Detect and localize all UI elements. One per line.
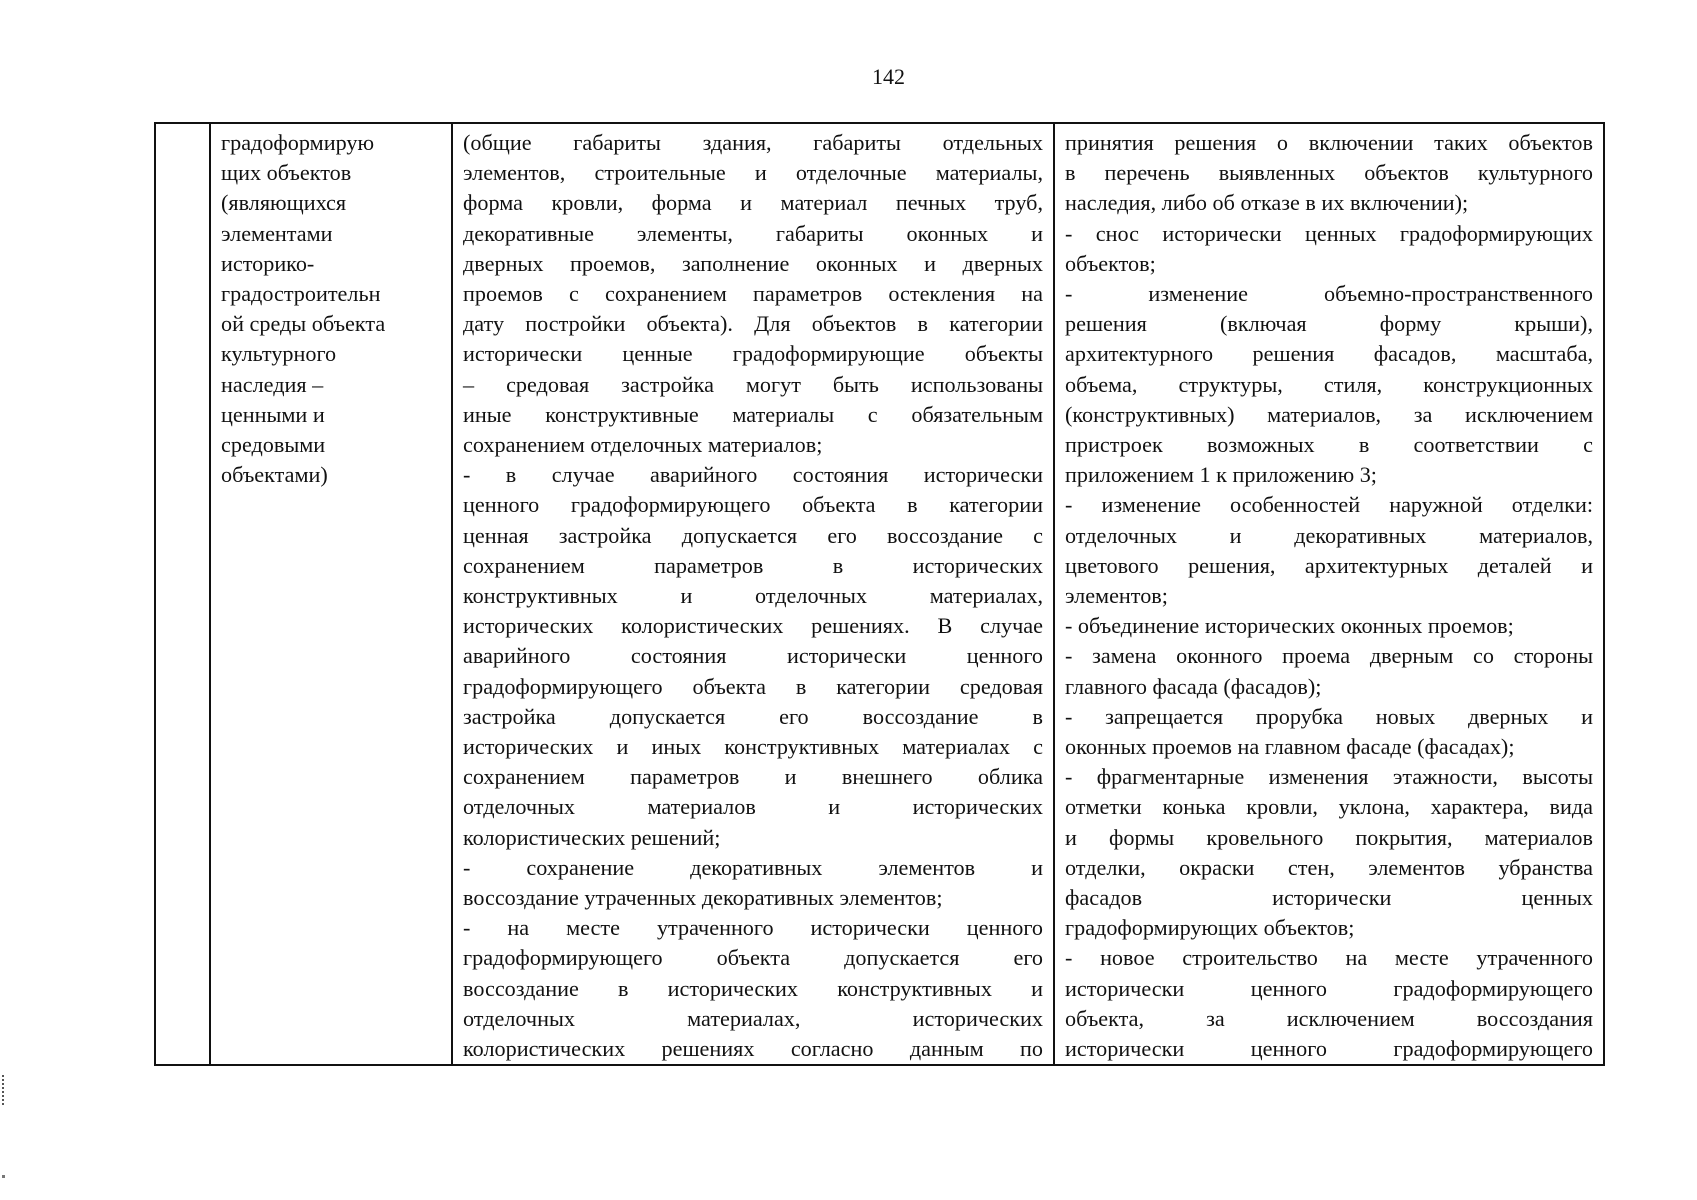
text-line: главного фасада (фасадов);: [1065, 673, 1322, 699]
text-line: архитектурного решения фасадов, масштаба,: [1065, 341, 1593, 367]
text-line: дату постройки объекта). Для объектов в категории: [463, 311, 1043, 337]
text-line: цветового решения, архитектурных деталей и: [1065, 552, 1593, 578]
text-line: в перечень выявленных объектов культурного: [1065, 160, 1593, 186]
scan-margin-mark: [2, 1075, 6, 1105]
text-line: (являющихся: [221, 190, 347, 216]
text-line: исторически ценного градоформирующего: [1065, 975, 1593, 1001]
text-line: исторических и иных конструктивных материалах с: [463, 734, 1043, 760]
number-cell: [155, 123, 210, 1065]
text-line: - новое строительство на месте утраченного: [1065, 945, 1593, 971]
text-line: средовыми: [221, 432, 326, 458]
text-line: историко-: [221, 250, 315, 276]
text-line: (конструктивных) материалов, за исключением: [1065, 401, 1593, 427]
text-line: – средовая застройка могут быть использованы: [463, 371, 1043, 397]
text-line: отделочных и декоративных материалов,: [1065, 522, 1593, 548]
text-line: и формы кровельного покрытия, материалов: [1065, 824, 1593, 850]
text-line: исторических колористических решениях. В случае: [463, 613, 1043, 639]
text-line: сохранением параметров и внешнего облика: [463, 764, 1043, 790]
text-line: воссоздание в исторических конструктивных и: [463, 975, 1043, 1001]
text-line: - на месте утраченного исторически ценного: [463, 915, 1043, 941]
text-line: дверных проемов, заполнение оконных и дверных: [463, 250, 1043, 276]
text-line: градоформирующего объекта в категории средовая: [463, 673, 1043, 699]
text-line: градоформирующих объектов;: [1065, 915, 1355, 941]
text-line: градоформирую: [221, 130, 375, 155]
text-line: сохранением параметров в исторических: [463, 552, 1043, 578]
text-line: объектами): [221, 462, 328, 488]
page-number: 142: [872, 64, 905, 89]
text-line: объема, структуры, стиля, конструкционных: [1065, 371, 1593, 397]
text-line: - в случае аварийного состояния исторически: [463, 462, 1043, 488]
text-line: форма кровли, форма и материал печных труб,: [463, 190, 1043, 216]
prohibitions-cell: [1054, 123, 1604, 1065]
regulation-table: [154, 122, 1605, 1066]
text-line: исторически ценные градоформирующие объекты: [463, 341, 1043, 367]
text-line: отделки, окраски стен, элементов убранства: [1065, 854, 1593, 880]
text-line: ценного градоформирующего объекта в категории: [463, 492, 1043, 518]
object-category-cell: [210, 123, 452, 1065]
text-line: (общие габариты здания, габариты отдельных: [463, 130, 1043, 155]
text-line: - изменение особенностей наружной отделки:: [1065, 492, 1593, 518]
text-line: колористических решений;: [463, 824, 721, 850]
text-line: сохранением отделочных материалов;: [463, 432, 823, 458]
text-line: отметки конька кровли, уклона, характера, вида: [1065, 794, 1593, 820]
text-line: наследия, либо об отказе в их включении);: [1065, 190, 1469, 216]
text-line: решения (включая форму крыши),: [1065, 311, 1593, 337]
text-line: объекта, за исключением воссоздания: [1065, 1005, 1593, 1031]
text-line: отделочных материалов и исторических: [463, 794, 1043, 820]
scan-margin-dot: [2, 1175, 5, 1178]
text-line: - запрещается прорубка новых дверных и: [1065, 703, 1593, 729]
text-line: ой среды объекта: [221, 311, 386, 337]
text-line: - изменение объемно-пространственного: [1065, 281, 1593, 307]
text-line: ценными и: [221, 401, 325, 427]
table-row: [155, 123, 1604, 1065]
text-line: - объединение исторических оконных проемов;: [1065, 613, 1514, 639]
text-line: наследия –: [221, 371, 324, 397]
text-line: оконных проемов на главном фасаде (фасадах);: [1065, 734, 1515, 760]
text-line: декоративные элементы, габариты оконных и: [463, 220, 1043, 246]
text-line: ценная застройка допускается его воссоздание с: [463, 522, 1043, 548]
text-line: застройка допускается его воссоздание в: [463, 703, 1043, 729]
text-line: - сохранение декоративных элементов и: [463, 854, 1043, 880]
text-line: щих объектов: [221, 160, 352, 186]
text-line: культурного: [221, 341, 337, 367]
text-line: объектов;: [1065, 250, 1156, 276]
text-line: принятия решения о включении таких объектов: [1065, 130, 1593, 155]
text-line: иные конструктивные материалы с обязательным: [463, 401, 1043, 427]
text-line: фасадов исторически ценных: [1065, 885, 1593, 911]
text-line: градостроительн: [221, 281, 381, 307]
text-line: - фрагментарные изменения этажности, высоты: [1065, 764, 1593, 790]
text-line: воссоздание утраченных декоративных элементов;: [463, 885, 943, 911]
text-line: исторически ценного градоформирующего: [1065, 1036, 1593, 1062]
text-line: пристроек возможных в соответствии с: [1065, 432, 1593, 458]
text-line: элементов;: [1065, 583, 1168, 609]
text-line: элементами: [221, 220, 333, 246]
text-line: - замена оконного проема дверным со стороны: [1065, 643, 1593, 669]
text-line: элементов, строительные и отделочные материалы,: [463, 160, 1043, 186]
text-line: отделочных материалах, исторических: [463, 1005, 1043, 1031]
requirements-cell: [452, 123, 1054, 1065]
text-line: конструктивных и отделочных материалах,: [463, 583, 1043, 609]
text-line: проемов с сохранением параметров остекления на: [463, 281, 1043, 307]
text-line: приложением 1 к приложению 3;: [1065, 462, 1377, 488]
text-line: колористических решениях согласно данным по: [463, 1036, 1043, 1062]
text-line: - снос исторически ценных градоформирующих: [1065, 220, 1593, 246]
text-line: аварийного состояния исторически ценного: [463, 643, 1043, 669]
text-line: градоформирующего объекта допускается его: [463, 945, 1043, 971]
